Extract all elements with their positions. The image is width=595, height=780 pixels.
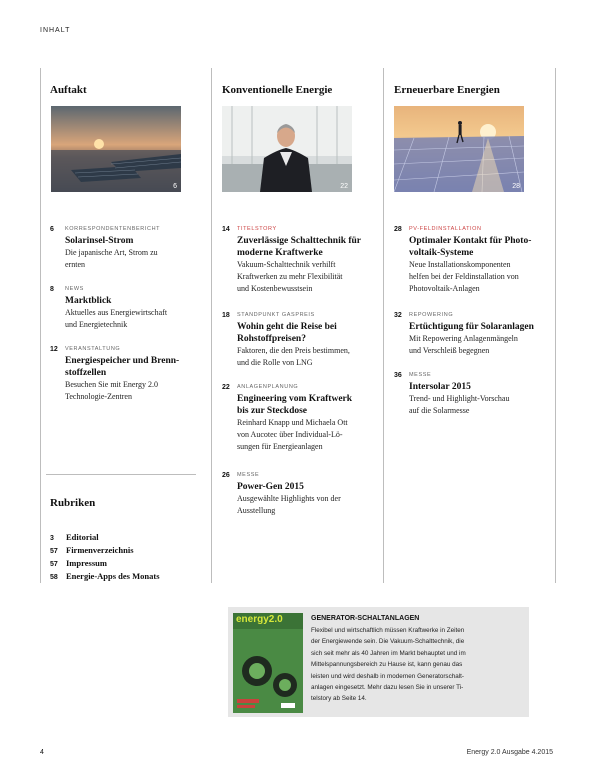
magazine-cover-image xyxy=(233,613,303,713)
entry-desc: Neue Installationskomponenten xyxy=(409,260,511,269)
toc-entry[interactable] xyxy=(50,286,200,331)
entry-page: 6 xyxy=(50,226,54,233)
rubrik-label: Editorial xyxy=(66,532,99,542)
toc-entry[interactable] xyxy=(222,384,372,453)
rubrik-page: 57 xyxy=(50,548,58,555)
rubriken-title: Rubriken xyxy=(50,497,96,509)
entry-desc: helfen bei der Feldinstallation von xyxy=(409,272,519,281)
entry-title: Wohin geht die Reise bei Rohstoffpreisen? xyxy=(237,322,337,344)
entry-title: Zuverlässige Schalttechnik für moderne Kraftwerke xyxy=(237,236,362,258)
section-label: INHALT xyxy=(40,27,71,34)
entry-title: Optimaler Kontakt für Photo- voltaik-Systeme xyxy=(409,236,532,258)
promo-line: anlagen eingesetzt. Mehr dazu lesen Sie in unserer Ti- xyxy=(311,684,464,692)
promo-line: leisten und wird deshalb in modernen Generatorschalt- xyxy=(311,672,464,680)
entry-kicker: STANDPUNKT GASPREIS xyxy=(237,312,315,318)
entry-desc: Aktuelles aus Energiewirtschaft xyxy=(65,308,168,317)
entry-desc: Technologie-Zentren xyxy=(65,392,132,401)
rubriken-rule xyxy=(46,474,196,475)
rubrik-page: 57 xyxy=(50,561,58,568)
entry-title: Intersolar 2015 xyxy=(409,382,471,392)
publication-footer: Energy 2.0 Ausgabe 4.2015 xyxy=(466,749,553,756)
entry-page: 8 xyxy=(50,286,54,293)
entry-page: 14 xyxy=(222,226,230,233)
toc-entry[interactable] xyxy=(222,226,372,295)
cover-story-box[interactable] xyxy=(228,607,529,717)
entry-kicker: KORRESPONDENTENBERICHT xyxy=(65,226,161,232)
entry-kicker: ANLAGENPLANUNG xyxy=(237,384,299,390)
entry-kicker: VERANSTALTUNG xyxy=(65,346,121,352)
promo-line: sich seit mehr als 40 Jahren im Markt behauptet und im xyxy=(311,649,466,657)
entry-page: 22 xyxy=(222,384,230,391)
entry-desc: und die Rolle von LNG xyxy=(237,358,313,367)
promo-line: Flexibel und wirtschaftlich müssen Kraftwerke in Zeiten xyxy=(311,627,465,634)
entry-desc: Reinhard Knapp und Michaela Ott xyxy=(237,418,348,427)
photo-man-office[interactable] xyxy=(222,106,352,192)
promo-title: GENERATOR-SCHALTANLAGEN xyxy=(311,615,420,622)
entry-desc: Mit Repowering Anlagenmängeln xyxy=(409,334,518,343)
entry-title: Engineering vom Kraftwerk bis zur Steckdose xyxy=(237,394,353,416)
toc-entry[interactable] xyxy=(50,226,200,271)
column-divider xyxy=(555,68,556,583)
entry-title: Power-Gen 2015 xyxy=(237,482,304,492)
entry-kicker: TITELSTORY xyxy=(237,226,277,232)
photo-page-number: 6 xyxy=(173,183,177,190)
entry-page: 36 xyxy=(394,372,402,379)
entry-page: 26 xyxy=(222,472,230,479)
photo-page-number: 22 xyxy=(340,183,348,190)
entry-desc: Besuchen Sie mit Energy 2.0 xyxy=(65,380,158,389)
entry-page: 32 xyxy=(394,312,402,319)
rubrik-item[interactable] xyxy=(50,571,160,581)
toc-entry[interactable] xyxy=(394,372,544,417)
entry-desc: Trend- und Highlight-Vorschau xyxy=(409,394,510,403)
promo-line: telstory ab Seite 14. xyxy=(311,695,367,703)
entry-page: 28 xyxy=(394,226,402,233)
column-divider xyxy=(383,68,384,583)
toc-entry[interactable] xyxy=(222,472,372,517)
promo-text xyxy=(311,625,523,705)
column-title-konventionell: Konventionelle Energie xyxy=(222,84,333,96)
entry-title: Ertüchtigung für Solaranlagen xyxy=(409,322,534,332)
column-title-erneuerbar: Erneuerbare Energien xyxy=(394,84,500,96)
sunset-water-image xyxy=(51,106,181,192)
rubrik-item[interactable] xyxy=(50,532,99,542)
entry-kicker: REPOWERING xyxy=(409,312,454,318)
entry-desc: sungen für Energieanlagen xyxy=(237,442,323,451)
toc-entry[interactable] xyxy=(394,226,544,295)
entry-title: Energiespeicher und Brenn- stoffzellen xyxy=(65,356,180,378)
entry-desc: Ausstellung xyxy=(237,506,276,515)
man-portrait-image xyxy=(222,106,352,192)
column-title-auftakt: Auftakt xyxy=(50,84,87,96)
page-number: 4 xyxy=(40,749,44,756)
rubrik-label: Firmenverzeichnis xyxy=(66,545,134,555)
entry-desc: Kraftwerken zu mehr Flexibilität xyxy=(237,272,343,281)
entry-kicker: NEWS xyxy=(65,286,84,292)
entry-page: 18 xyxy=(222,312,230,319)
photo-solar-field[interactable] xyxy=(394,106,524,192)
entry-desc: Vakuum-Schalttechnik verhilft xyxy=(237,260,336,269)
rubrik-page: 58 xyxy=(50,574,58,581)
photo-solar-island[interactable] xyxy=(51,106,181,192)
column-divider xyxy=(40,68,41,583)
rubrik-label: Impressum xyxy=(66,558,107,568)
entry-desc: Faktoren, die den Preis bestimmen, xyxy=(237,346,350,355)
entry-desc: von Aucotec über Individual-Lö- xyxy=(237,430,343,439)
entry-kicker: MESSE xyxy=(409,372,432,378)
entry-desc: Die japanische Art, Strom zu xyxy=(65,248,158,257)
entry-desc: und Energietechnik xyxy=(65,320,128,329)
entry-kicker: PV-FELDINSTALLATION xyxy=(409,226,482,232)
entry-page: 12 xyxy=(50,346,58,353)
promo-line: der Energiewende sein. Die Vakuum-Schalttechnik, die xyxy=(311,638,465,646)
entry-desc: Photovoltaik-Anlagen xyxy=(409,284,480,293)
entry-desc: und Verschleiß begegnen xyxy=(409,346,490,355)
rubrik-item[interactable] xyxy=(50,545,134,555)
entry-desc: auf die Solarmesse xyxy=(409,406,470,415)
magazine-logo: energy2.0 xyxy=(236,614,283,625)
entry-kicker: MESSE xyxy=(237,472,260,478)
entry-title: Marktblick xyxy=(65,296,112,306)
promo-line: Mittelspannungsbereich zu Hause ist, kann genau das xyxy=(311,661,463,669)
rubrik-page: 3 xyxy=(50,535,54,542)
entry-desc: Ausgewählte Highlights von der xyxy=(237,494,341,503)
rubrik-label: Energie-Apps des Monats xyxy=(66,571,160,581)
entry-desc: ernten xyxy=(65,260,85,269)
photo-page-number: 28 xyxy=(512,183,520,190)
toc-entry[interactable] xyxy=(50,346,200,403)
toc-entry[interactable] xyxy=(394,312,544,357)
entry-desc: und Kostenbewusstsein xyxy=(237,284,313,293)
entry-title: Solarinsel-Strom xyxy=(65,236,134,246)
toc-entry[interactable] xyxy=(222,312,372,369)
solar-panel-walker-image xyxy=(394,106,524,192)
column-divider xyxy=(211,68,212,583)
rubrik-item[interactable] xyxy=(50,558,107,568)
